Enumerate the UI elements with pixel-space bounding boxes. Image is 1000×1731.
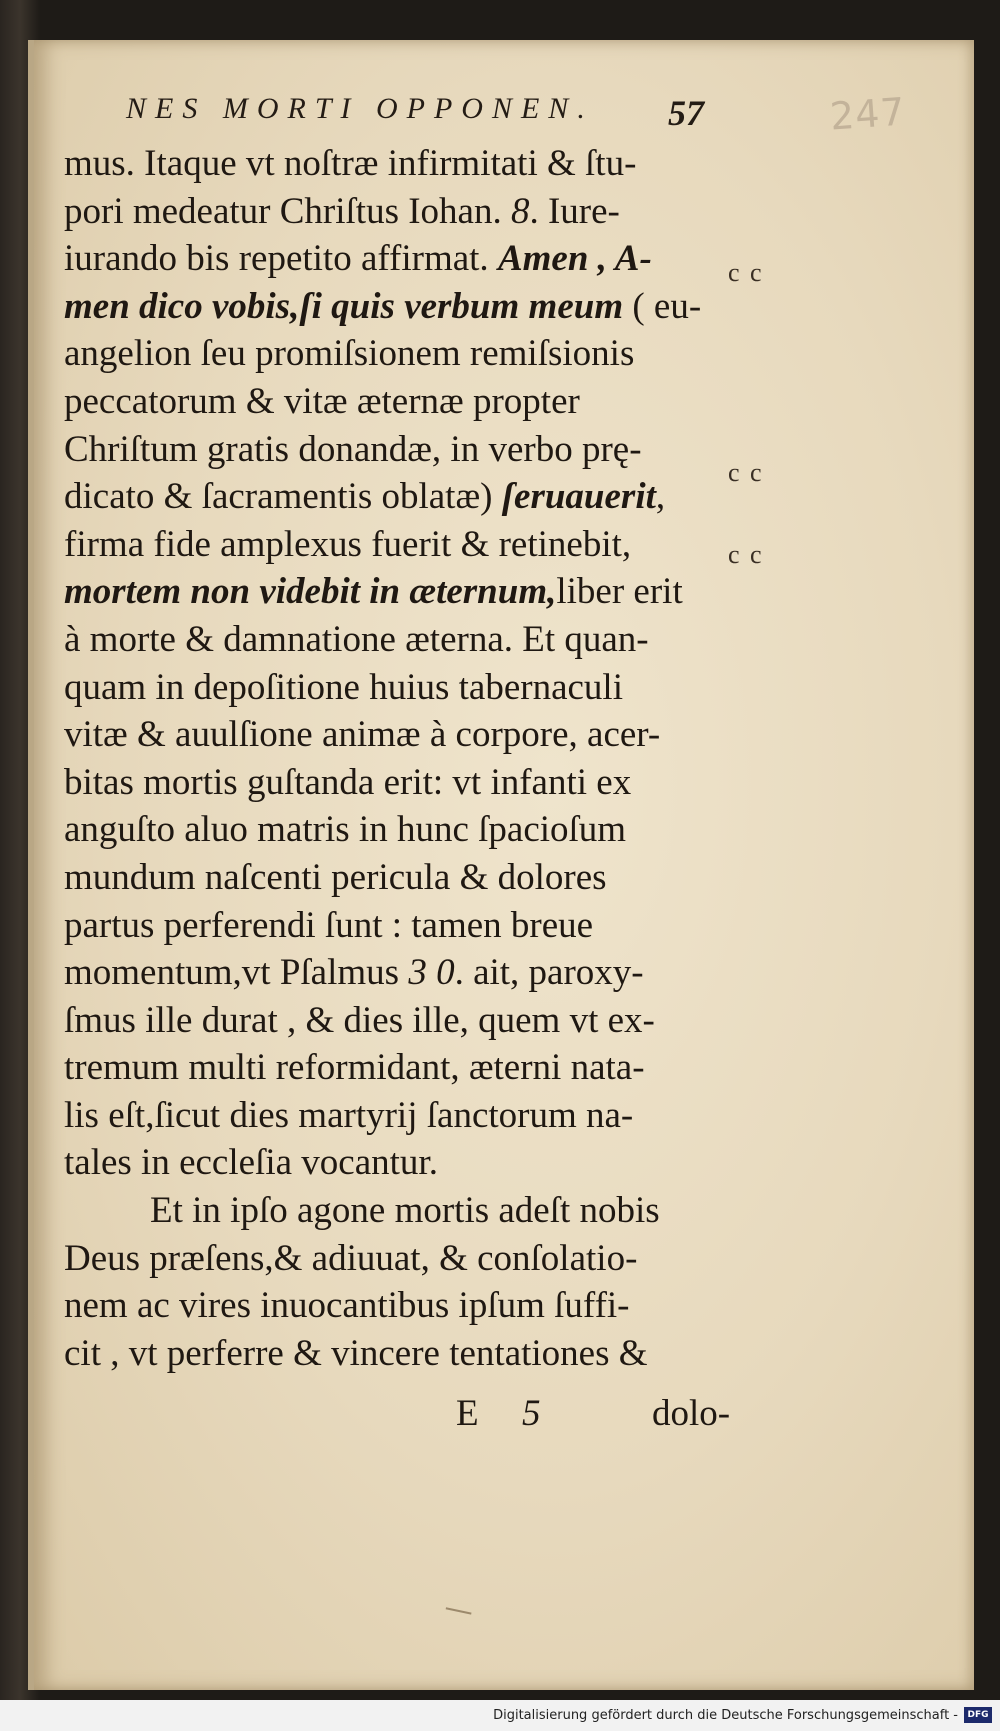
text-run: men dico vobis,ſi quis verbum meum xyxy=(64,285,624,327)
catchword: dolo- xyxy=(652,1393,731,1434)
text-run: Deus præſens,& adiuuat, & conſolatio- xyxy=(64,1237,638,1279)
text-line xyxy=(64,1187,744,1235)
text-line xyxy=(64,1282,744,1330)
text-line xyxy=(64,1235,744,1283)
text-line xyxy=(64,806,744,854)
text-run: anguſto aluo matris in hunc ſpacioſum xyxy=(64,809,627,851)
text-run: . Iure- xyxy=(529,190,620,232)
text-line xyxy=(64,473,744,521)
pencil-page-number: 247 xyxy=(828,89,907,139)
signature-mark: E xyxy=(456,1393,479,1434)
text-run: mus. Itaque vt noſtræ infirmitati & ſtu- xyxy=(64,143,637,184)
catchword-line xyxy=(0,1392,1000,1436)
text-line xyxy=(64,1044,744,1092)
text-line xyxy=(64,568,744,616)
text-line xyxy=(64,283,744,331)
text-run: angelion ſeu promiſsionem remiſsionis xyxy=(64,333,635,375)
text-line xyxy=(64,426,744,474)
text-run: iurando bis repetito affirmat. xyxy=(64,238,498,280)
text-run: vitæ & auulſione animæ à corpore, acer- xyxy=(64,714,661,756)
text-line xyxy=(64,997,744,1045)
text-run: 8 xyxy=(510,190,530,232)
text-run: Amen , A- xyxy=(497,238,652,280)
text-line xyxy=(64,330,744,378)
text-line xyxy=(64,616,744,664)
text-run: Chriſtum gratis donandæ, in verbo prę- xyxy=(64,428,642,470)
text-run: dicato & ſacramentis oblatæ) xyxy=(64,476,502,518)
text-line xyxy=(64,1139,744,1187)
text-line xyxy=(64,140,744,188)
text-line xyxy=(64,378,744,426)
running-head: NES MORTI OPPONEN. xyxy=(126,92,594,125)
text-run: . ait, paroxy- xyxy=(454,952,644,994)
text-line xyxy=(64,188,744,236)
folio-number: 57 xyxy=(668,93,704,133)
footer-text: Digitalisierung gefördert durch die Deutsche Forschungsgemeinschaft - xyxy=(493,1708,958,1723)
text-run: bitas mortis guſtanda erit: vt infanti ex xyxy=(64,761,632,803)
text-line xyxy=(64,759,744,807)
text-run: liber erit xyxy=(556,571,683,613)
text-line xyxy=(64,1092,744,1140)
text-run: ſmus ille durat , & dies ille, quem vt ex- xyxy=(64,999,655,1041)
text-run: , xyxy=(655,476,666,518)
text-run: mundum naſcenti pericula & dolores xyxy=(64,856,607,898)
text-run: lis eſt,ſicut dies martyrij ſanctorum na- xyxy=(64,1094,634,1136)
text-run: cit , vt perferre & vincere tentationes & xyxy=(64,1332,648,1374)
text-run: quam in depoſitione huius tabernaculi xyxy=(64,666,623,708)
text-line xyxy=(64,711,744,759)
text-run: nem ac vires inuocantibus ipſum ſuffi- xyxy=(64,1285,630,1327)
signature-number: 5 xyxy=(522,1393,541,1434)
text-line xyxy=(64,854,744,902)
text-run: Et in ipſo agone mortis adeſt nobis xyxy=(150,1190,660,1232)
dfg-logo: DFG xyxy=(964,1707,992,1723)
body-text xyxy=(64,140,744,1377)
text-line xyxy=(64,664,744,712)
text-run: tales in eccleſia vocantur. xyxy=(64,1142,438,1184)
text-run: firma fide amplexus fuerit & retinebit, xyxy=(64,523,632,565)
marginal-quote-mark: c c xyxy=(728,258,764,287)
text-line xyxy=(64,902,744,950)
text-run: peccatorum & vitæ æternæ propter xyxy=(64,380,580,422)
text-line xyxy=(64,1330,744,1378)
text-run: momentum,vt Pſalmus xyxy=(64,952,409,994)
text-run: ſeruauerit xyxy=(501,476,656,518)
text-run: ( eu- xyxy=(623,285,702,327)
footer-bar xyxy=(0,1700,1000,1731)
marginal-quote-mark: c c xyxy=(728,540,764,569)
text-run: pori medeatur Chriſtus Iohan. xyxy=(64,190,511,232)
text-run: 3 0 xyxy=(408,952,455,994)
text-line xyxy=(64,235,744,283)
text-line xyxy=(64,521,744,569)
text-run: partus perferendi ſunt : tamen breue xyxy=(64,904,594,946)
text-line xyxy=(64,949,744,997)
marginal-quote-mark: c c xyxy=(728,458,764,487)
text-run: mortem non videbit in æternum, xyxy=(64,571,557,613)
text-run: tremum multi reformidant, æterni nata- xyxy=(64,1047,645,1089)
text-run: à morte & damnatione æterna. Et quan- xyxy=(64,618,649,660)
